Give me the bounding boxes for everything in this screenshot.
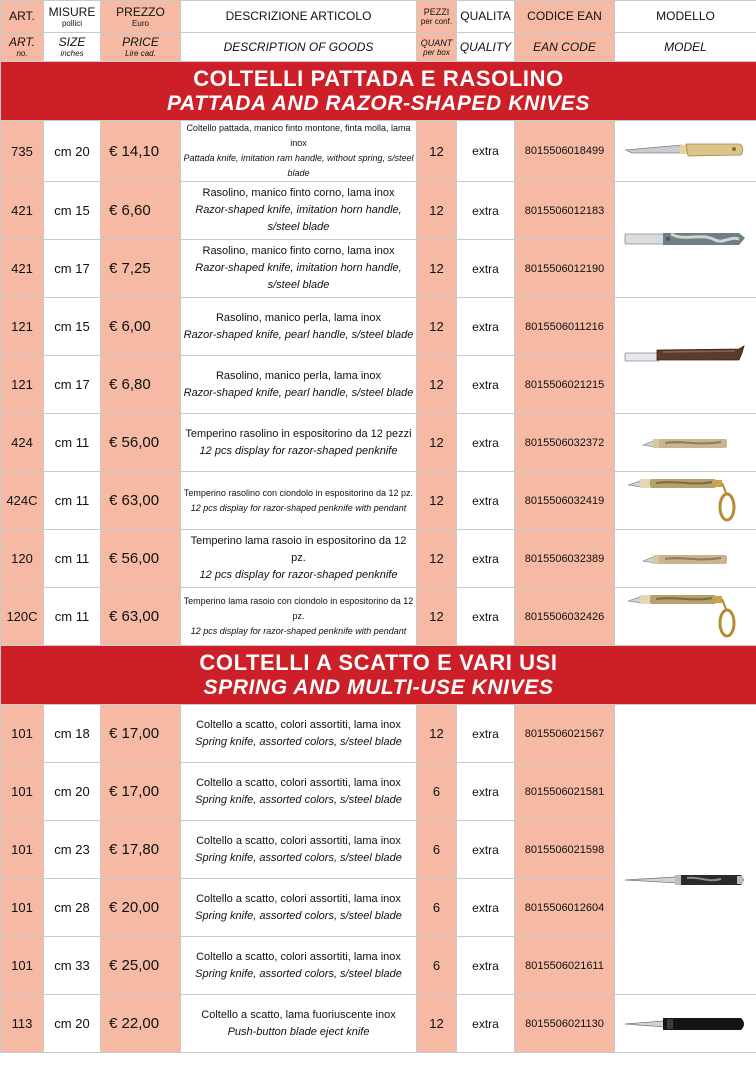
article-number: 424 — [1, 414, 44, 472]
pieces-per-box: 6 — [417, 937, 457, 995]
size-cm: cm 11 — [44, 414, 101, 472]
price-euro: € 63,00 — [101, 472, 181, 530]
description — [181, 121, 417, 182]
size-cm: cm 20 — [44, 995, 101, 1053]
pieces-per-box: 12 — [417, 414, 457, 472]
price-euro: € 20,00 — [101, 879, 181, 937]
size-cm: cm 33 — [44, 937, 101, 995]
header-quant: QUANT per box — [417, 33, 457, 62]
description — [181, 530, 417, 588]
ean-code: 8015506032419 — [515, 472, 615, 530]
model-image — [615, 588, 756, 646]
description-italian: Rasolino, manico finto corno, lama inox — [202, 245, 395, 257]
description-english: Pattada knife, imitation ram handle, without spring, s/steel blade — [183, 153, 414, 178]
model-image — [615, 530, 756, 588]
size-cm: cm 11 — [44, 472, 101, 530]
header-descrizione: DESCRIZIONE ARTICOLO — [181, 1, 417, 33]
price-euro: € 7,25 — [101, 240, 181, 298]
penknife-icon — [615, 551, 756, 567]
quality: extra — [457, 240, 515, 298]
price-euro: € 17,80 — [101, 821, 181, 879]
description-italian: Coltello a scatto, colori assortiti, lama inox — [196, 892, 401, 905]
model-image — [615, 995, 756, 1053]
penknife-pendant-icon — [615, 477, 756, 525]
product-row — [1, 588, 756, 646]
description — [181, 995, 417, 1053]
price-euro: € 22,00 — [101, 995, 181, 1053]
pieces-per-box: 12 — [417, 240, 457, 298]
section-title — [1, 62, 756, 121]
description-italian: Coltello a scatto, colori assortiti, lama inox — [196, 950, 401, 963]
description — [181, 414, 417, 472]
description-english: Spring knife, assorted colors, s/steel blade — [195, 851, 402, 864]
push-button-knife-icon — [615, 1014, 756, 1034]
section-title-italian: COLTELLI A SCATTO E VARI USI — [199, 650, 558, 675]
product-row — [1, 705, 756, 763]
model-image — [615, 298, 756, 414]
penknife-pendant-icon — [615, 593, 756, 641]
product-row — [1, 530, 756, 588]
header-modello: MODELLO — [615, 1, 756, 33]
pieces-per-box: 12 — [417, 182, 457, 240]
article-number: 113 — [1, 995, 44, 1053]
pieces-per-box: 6 — [417, 763, 457, 821]
description-english: Spring knife, assorted colors, s/steel blade — [195, 735, 402, 748]
size-cm: cm 23 — [44, 821, 101, 879]
pearl-razor-knife-icon — [615, 344, 756, 368]
product-row — [1, 182, 756, 240]
section-title-english: SPRING AND MULTI-USE KNIVES — [203, 676, 554, 699]
price-euro: € 56,00 — [101, 530, 181, 588]
section-spring-knives — [1, 646, 756, 1053]
header-qualita: QUALITA — [457, 1, 515, 33]
price-euro: € 25,00 — [101, 937, 181, 995]
article-number: 120 — [1, 530, 44, 588]
size-cm: cm 17 — [44, 356, 101, 414]
ean-code: 8015506011216 — [515, 298, 615, 356]
description — [181, 588, 417, 646]
description-italian: Rasolino, manico perla, lama inox — [215, 369, 382, 382]
pieces-per-box: 12 — [417, 588, 457, 646]
description-english: 12 pcs display for razor-shaped penknife — [199, 444, 398, 457]
quality: extra — [457, 937, 515, 995]
quality: extra — [457, 298, 515, 356]
description-english: Razor-shaped knife, imitation horn handle, s/steel blade — [195, 204, 402, 233]
description — [181, 937, 417, 995]
ean-code: 8015506021598 — [515, 821, 615, 879]
quality: extra — [457, 356, 515, 414]
description-italian: Coltello pattada, manico finto montone, finta molla, lama inox — [186, 123, 411, 148]
pieces-per-box: 12 — [417, 995, 457, 1053]
description — [181, 821, 417, 879]
section-banner — [1, 62, 756, 121]
ean-code: 8015506021130 — [515, 995, 615, 1053]
price-euro: € 63,00 — [101, 588, 181, 646]
header-misure: MISURE pollici — [44, 1, 101, 33]
price-euro: € 6,80 — [101, 356, 181, 414]
size-cm: cm 15 — [44, 298, 101, 356]
size-cm: cm 11 — [44, 588, 101, 646]
size-cm: cm 20 — [44, 121, 101, 182]
header-art: ART. — [1, 1, 44, 33]
header-pezzi: PEZZI per conf. — [417, 1, 457, 33]
quality: extra — [457, 182, 515, 240]
description-english: Razor-shaped knife, pearl handle, s/steel blade — [183, 328, 414, 341]
header-size: SIZE inches — [44, 33, 101, 62]
header-model: MODEL — [615, 33, 756, 62]
description-italian: Coltello a scatto, colori assortiti, lama inox — [196, 834, 401, 847]
header-art-no: ART. no. — [1, 33, 44, 62]
size-cm: cm 18 — [44, 705, 101, 763]
model-image — [615, 705, 756, 995]
ean-code: 8015506021215 — [515, 356, 615, 414]
section-title-italian: COLTELLI PATTADA E RASOLINO — [193, 66, 564, 91]
description-italian: Coltello a scatto, lama fuoriuscente inox — [201, 1008, 396, 1021]
size-cm: cm 15 — [44, 182, 101, 240]
pieces-per-box: 12 — [417, 530, 457, 588]
ean-code: 8015506021567 — [515, 705, 615, 763]
header-description: DESCRIPTION OF GOODS — [181, 33, 417, 62]
description — [181, 763, 417, 821]
ean-code: 8015506021581 — [515, 763, 615, 821]
article-number: 120C — [1, 588, 44, 646]
article-number: 101 — [1, 705, 44, 763]
description-italian: Temperino rasolino con ciondolo in espositorino da 12 pz. — [183, 487, 414, 498]
header-codice-ean: CODICE EAN — [515, 1, 615, 33]
penknife-icon — [615, 435, 756, 451]
quality: extra — [457, 414, 515, 472]
description-english: Push-button blade eject knife — [227, 1025, 370, 1038]
description-italian: Coltello a scatto, colori assortiti, lama inox — [196, 718, 401, 731]
pattada-knife-icon — [615, 138, 756, 164]
price-euro: € 14,10 — [101, 121, 181, 182]
section-banner — [1, 646, 756, 705]
pieces-per-box: 12 — [417, 472, 457, 530]
description — [181, 240, 417, 298]
ean-code: 8015506012604 — [515, 879, 615, 937]
description-english: Spring knife, assorted colors, s/steel blade — [195, 793, 402, 806]
product-row — [1, 121, 756, 182]
quality: extra — [457, 472, 515, 530]
quality: extra — [457, 121, 515, 182]
product-row — [1, 995, 756, 1053]
article-number: 101 — [1, 821, 44, 879]
model-image — [615, 414, 756, 472]
model-image — [615, 472, 756, 530]
header-quality: QUALITY — [457, 33, 515, 62]
description — [181, 182, 417, 240]
pieces-per-box: 12 — [417, 298, 457, 356]
article-number: 735 — [1, 121, 44, 182]
ean-code: 8015506012190 — [515, 240, 615, 298]
article-number: 421 — [1, 182, 44, 240]
quality: extra — [457, 588, 515, 646]
description-italian: Temperino lama rasoio con ciondolo in espositorino da 12 pz. — [183, 596, 414, 621]
section-pattada-rasolino — [1, 62, 756, 646]
description — [181, 705, 417, 763]
article-number: 101 — [1, 879, 44, 937]
article-number: 101 — [1, 937, 44, 995]
ean-code: 8015506018499 — [515, 121, 615, 182]
ean-code: 8015506032426 — [515, 588, 615, 646]
quality: extra — [457, 530, 515, 588]
description-english: Razor-shaped knife, imitation horn handle, s/steel blade — [195, 262, 402, 291]
product-row — [1, 472, 756, 530]
ean-code: 8015506032372 — [515, 414, 615, 472]
ean-code: 8015506021611 — [515, 937, 615, 995]
header-row-english — [1, 33, 756, 62]
price-euro: € 17,00 — [101, 705, 181, 763]
article-number: 101 — [1, 763, 44, 821]
section-title — [1, 646, 756, 705]
article-number: 121 — [1, 298, 44, 356]
ean-code: 8015506032389 — [515, 530, 615, 588]
description-italian: Coltello a scatto, colori assortiti, lama inox — [196, 776, 401, 789]
pieces-per-box: 12 — [417, 356, 457, 414]
pieces-per-box: 12 — [417, 705, 457, 763]
description-english: 12 pcs display for razor-shaped penknife with pendant — [190, 502, 407, 513]
description-english: 12 pcs display for razor-shaped penknife — [199, 569, 398, 581]
product-row — [1, 414, 756, 472]
quality: extra — [457, 879, 515, 937]
pieces-per-box: 6 — [417, 821, 457, 879]
size-cm: cm 20 — [44, 763, 101, 821]
header-ean-code: EAN CODE — [515, 33, 615, 62]
description — [181, 472, 417, 530]
spring-knife-icon — [615, 870, 756, 890]
description-italian: Temperino rasolino in espositorino da 12 pezzi — [185, 427, 412, 440]
article-number: 424C — [1, 472, 44, 530]
quality: extra — [457, 705, 515, 763]
size-cm: cm 11 — [44, 530, 101, 588]
section-title-english: PATTADA AND RAZOR-SHAPED KNIVES — [166, 92, 591, 115]
ean-code: 8015506012183 — [515, 182, 615, 240]
header-row-italian — [1, 1, 756, 33]
product-row — [1, 298, 756, 356]
article-number: 421 — [1, 240, 44, 298]
size-cm: cm 17 — [44, 240, 101, 298]
pieces-per-box: 6 — [417, 879, 457, 937]
quality: extra — [457, 995, 515, 1053]
size-cm: cm 28 — [44, 879, 101, 937]
price-euro: € 56,00 — [101, 414, 181, 472]
price-euro: € 17,00 — [101, 763, 181, 821]
description-english: 12 pcs display for razor-shaped penknife with pendant — [190, 626, 407, 636]
description-italian: Rasolino, manico perla, lama inox — [215, 311, 382, 324]
article-number: 121 — [1, 356, 44, 414]
pieces-per-box: 12 — [417, 121, 457, 182]
price-euro: € 6,00 — [101, 298, 181, 356]
horn-razor-knife-icon — [615, 228, 756, 252]
description-italian: Temperino lama rasoio in espositorino da 12 pz. — [190, 535, 407, 564]
description-italian: Rasolino, manico finto corno, lama inox — [202, 187, 395, 199]
description — [181, 298, 417, 356]
description-english: Spring knife, assorted colors, s/steel blade — [195, 967, 402, 980]
model-image — [615, 121, 756, 182]
description — [181, 879, 417, 937]
quality: extra — [457, 763, 515, 821]
description-english: Spring knife, assorted colors, s/steel blade — [195, 909, 402, 922]
description — [181, 356, 417, 414]
header-price: PRICE Lire cad. — [101, 33, 181, 62]
model-image — [615, 182, 756, 298]
header-prezzo: PREZZO Euro — [101, 1, 181, 33]
price-euro: € 6,60 — [101, 182, 181, 240]
description-english: Razor-shaped knife, pearl handle, s/steel blade — [183, 386, 414, 399]
quality: extra — [457, 821, 515, 879]
